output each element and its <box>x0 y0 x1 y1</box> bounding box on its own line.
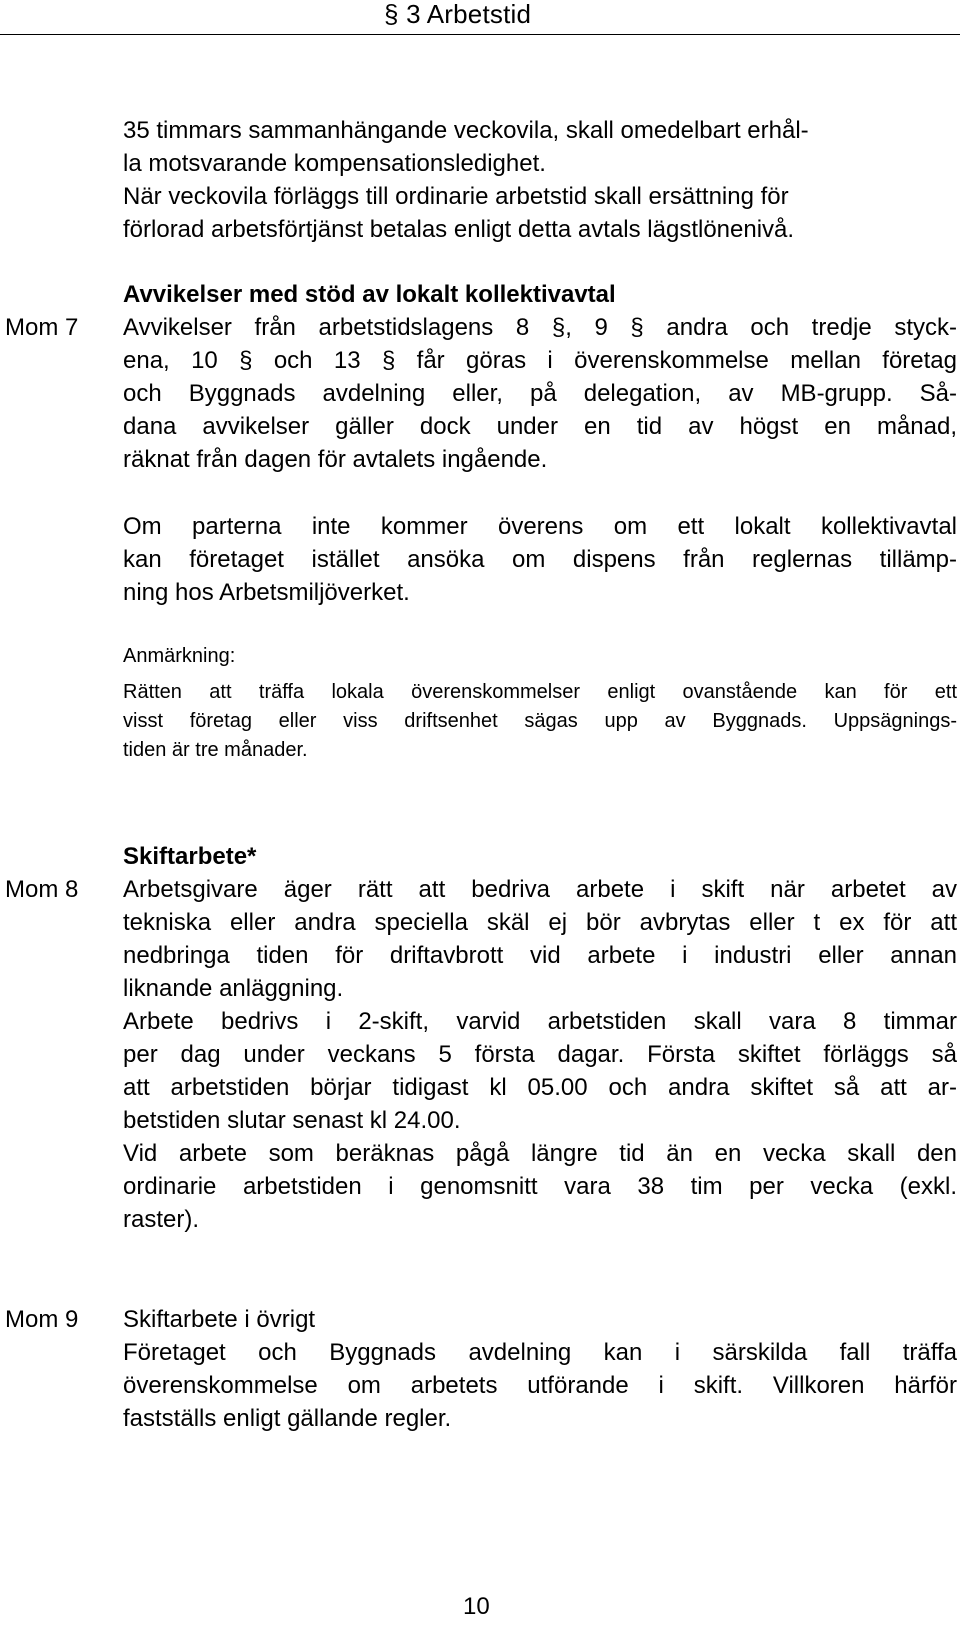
text-line: betstiden slutar senast kl 24.00. <box>123 1107 461 1134</box>
text-line: Rätten att träffa lokala överenskommelser enligt ovanstående kan för ett <box>123 681 957 703</box>
text-line: raster). <box>123 1206 200 1233</box>
mom7-paragraph-1 <box>123 311 957 476</box>
mom9-paragraph <box>123 1336 957 1435</box>
text-line: Arbetsgivare äger rätt att bedriva arbete i skift när arbetet av <box>123 876 957 903</box>
text-line: 35 timmars sammanhängande veckovila, skall omedelbart erhål- <box>123 117 809 144</box>
text-line: ning hos Arbetsmiljöverket. <box>123 579 410 606</box>
text-line: Om parterna inte kommer överens om ett lokalt kollektivavtal <box>123 513 957 540</box>
mom7-paragraph-2 <box>123 510 957 609</box>
mom9-heading: Skiftarbete i övrigt <box>123 1306 316 1333</box>
mom8-heading: Skiftarbete* <box>123 843 257 870</box>
mom7-note-label: Anmärkning: <box>123 645 236 667</box>
text-line: kan företaget istället ansöka om dispens från reglernas tillämp- <box>123 546 957 573</box>
text-line: Arbete bedrivs i 2-skift, varvid arbetstiden skall vara 8 timmar <box>123 1008 957 1035</box>
text-line: förlorad arbetsförtjänst betalas enligt detta avtals lägstlönenivå. <box>123 216 795 243</box>
text-line: la motsvarande kompensationsledighet. <box>123 150 546 177</box>
text-line: fastställs enligt gällande regler. <box>123 1405 452 1432</box>
text-line: Vid arbete som beräknas pågå längre tid än en vecka skall den <box>123 1140 957 1167</box>
text-line: och Byggnads avdelning eller, på delegation, av MB-grupp. Så- <box>123 380 957 407</box>
text-line: liknande anläggning. <box>123 975 344 1002</box>
header-title: § 3 Arbetstid <box>384 0 532 29</box>
text-line: Företaget och Byggnads avdelning kan i särskilda fall träffa <box>123 1339 957 1366</box>
text-line: ena, 10 § och 13 § får göras i överenskommelse mellan företag <box>123 347 957 374</box>
mom8-label: Mom 8 <box>5 876 79 903</box>
text-line: tekniska eller andra speciella skäl ej bör avbrytas eller t ex för att <box>123 909 957 936</box>
text-line: per dag under veckans 5 första dagar. Första skiftet förläggs så <box>123 1041 957 1068</box>
text-line: dana avvikelser gäller dock under en tid av högst en månad, <box>123 413 957 440</box>
text-line: överenskommelse om arbetets utförande i skift. Villkoren härför <box>123 1372 957 1399</box>
intro-paragraph <box>123 114 957 246</box>
text-line: att arbetstiden börjar tidigast kl 05.00 och andra skiftet så att ar- <box>123 1074 957 1101</box>
mom7-heading: Avvikelser med stöd av lokalt kollektivavtal <box>123 281 616 308</box>
text-line: tiden är tre månader. <box>123 739 308 761</box>
page-number: 10 <box>463 1593 490 1620</box>
page-header <box>0 0 960 35</box>
mom9-label: Mom 9 <box>5 1306 79 1333</box>
text-line: Avvikelser från arbetstidslagens 8 §, 9 § andra och tredje styck- <box>123 314 957 341</box>
text-line: När veckovila förläggs till ordinarie arbetstid skall ersättning för <box>123 183 789 210</box>
text-line: räknat från dagen för avtalets ingående. <box>123 446 548 473</box>
text-line: ordinarie arbetstiden i genomsnitt vara 38 tim per vecka (exkl. <box>123 1173 957 1200</box>
text-line: visst företag eller viss driftsenhet sägas upp av Byggnads. Uppsägnings- <box>123 710 957 732</box>
text-line: nedbringa tiden för driftavbrott vid arbete i industri eller annan <box>123 942 957 969</box>
mom8-paragraph <box>123 873 957 1236</box>
mom7-note <box>123 678 957 765</box>
mom7-label: Mom 7 <box>5 314 79 341</box>
